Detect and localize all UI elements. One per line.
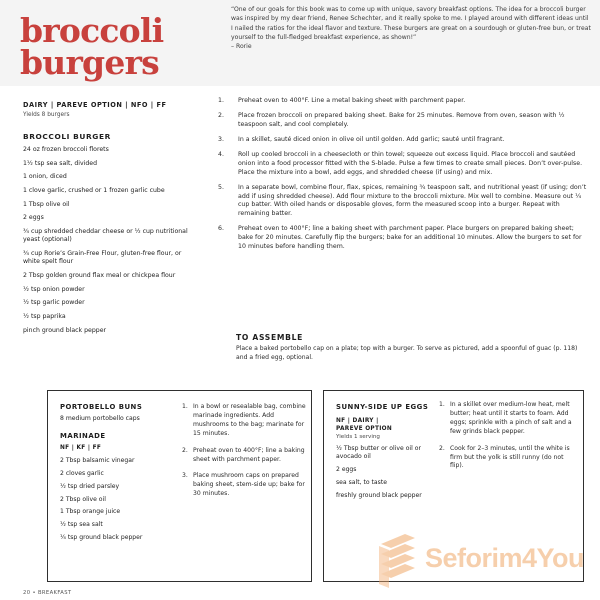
step-text: In a separate bowl, combine flour, flax, spices, remaining ¾ teaspoon salt, and nutritional yeast (if using; don’t add if using shredded cheese). Add flour mixture to the broccoli mixture. Mix well to combine. Measure out ¼ cup batter. With oiled hands or disposable gloves, form the measured scoop into a burger. Repeat with remaining batter. [238, 183, 587, 218]
box-step [182, 472, 307, 499]
portobello-ingredients-column [60, 403, 182, 547]
portobello-heading: PORTOBELLO BUNS [60, 403, 143, 411]
intro-signature: – Rorie [231, 43, 252, 51]
ingredient-item: sea salt, to taste [336, 478, 387, 486]
step-text: In a skillet, sauté diced onion in olive oil until golden. Add garlic; sauté until fragrant. [238, 135, 505, 143]
step-text: Preheat oven to 400°F; line a baking sheet with parchment paper. [193, 446, 305, 463]
ingredient-item: 2 eggs [336, 466, 357, 473]
step-text: Roll up cooled broccoli in a cheesecloth or thin towel; squeeze out excess liquid. Place broccoli and sautéed onion into a food processor fitted with the S-blade. Pulse a few times to create small pieces. Don’t over-pulse. Place the mixture into a bowl, add eggs, and shredded cheese (if using) and mix. [238, 151, 583, 176]
box-step [182, 447, 307, 465]
ingredient-item: ½ tsp paprika [23, 313, 66, 321]
step-number: 6. [218, 225, 224, 233]
ingredient-item: 1 Tbsp olive oil [23, 200, 70, 208]
ingredient-item: 2 cloves garlic [60, 470, 104, 477]
step-text: Place mushroom caps on prepared baking sheet, stem-side up; bake for 30 minutes. [193, 472, 305, 498]
step-text: Preheat oven to 400°F. Line a metal baking sheet with parchment paper. [238, 97, 466, 104]
step-text: In a bowl or resealable bag, combine marinade ingredients. Add mushrooms to the bag; marinate for 15 minutes. [193, 403, 306, 437]
step-text: In a skillet over medium-low heat, melt butter; heat until it starts to foam. Add eggs; sprinkle with a pinch of salt and a few grinds black pepper. [450, 401, 572, 435]
method-step [218, 97, 590, 106]
eggs-tags-line-1: NF | DAIRY | [336, 418, 379, 424]
ingredient-item: ¾ cup Rorie’s Grain-Free Flour, gluten-free flour, or white spelt flour [23, 250, 182, 266]
intro-quote [231, 5, 591, 51]
assemble-heading: TO ASSEMBLE [236, 333, 304, 342]
marinade-heading: MARINADE [60, 432, 106, 441]
portobello-steps [182, 403, 307, 507]
method-step [218, 136, 590, 145]
page-footer: 20 • BREAKFAST [23, 590, 72, 596]
method-step [218, 184, 590, 219]
ingredient-item: 2 Tbsp balsamic vinegar [60, 457, 135, 465]
method-step [218, 151, 590, 177]
recipe-yield: Yields 8 burgers [23, 112, 70, 118]
step-text: Place frozen broccoli on prepared baking sheet. Bake for 25 minutes. Remove from oven, season with ½ teaspoon salt, and cool completely. [238, 112, 565, 128]
ingredient-item: pinch ground black pepper [23, 326, 107, 334]
ingredient-item: ½ tsp onion powder [23, 285, 85, 293]
marinade-ingredients [60, 457, 182, 542]
ingredient-item: 2 eggs [23, 214, 44, 222]
diet-tags: DAIRY | PAREVE OPTION | NFO | FF [23, 101, 167, 109]
ingredient-item: 2 Tbsp golden ground flax meal or chickpea flour [23, 272, 176, 280]
step-number: 2. [182, 446, 188, 454]
step-number: 1. [218, 97, 224, 104]
ingredient-item: 1 Tbsp orange juice [60, 508, 121, 516]
eggs-ingredients-column [336, 403, 434, 504]
ingredient-item: ½ tsp garlic powder [23, 299, 85, 307]
intro-text: “One of our goals for this book was to come up with unique, savory breakfast options. The idea for a broccoli burger was inspired by my dear friend, Renee Schechter, and it really spoke to me. I played around with different ideas until I nailed the ratios for the ideal flavor and texture. These burgers are great on a sourdough or gluten-free bun, or treat yourself to the full-fledged breakfast experience, as shown!” [231, 6, 591, 41]
portobello-box [47, 390, 312, 582]
watermark-text: Seforim4You [425, 543, 585, 573]
recipe-title [20, 11, 190, 82]
ingredient-item: ½ tsp dried parsley [60, 482, 120, 490]
step-number: 1. [182, 403, 188, 410]
ingredient-item: 24 oz frozen broccoli florets [23, 146, 109, 153]
marinade-tags: NF | KF | FF [60, 445, 102, 452]
ingredient-item: 2 Tbsp olive oil [60, 495, 106, 503]
eggs-ingredients [336, 445, 434, 500]
ingredient-item: 8 medium portobello caps [60, 415, 140, 422]
ingredients-column [23, 132, 191, 341]
method-step [218, 112, 590, 130]
eggs-yield: Yields 1 serving [336, 434, 380, 440]
method-steps [218, 97, 590, 258]
ingredient-item: ¼ tsp ground black pepper [60, 533, 143, 541]
box-step [439, 401, 579, 437]
ingredient-item: ½ Tbsp butter or olive oil or avocado oil [336, 445, 421, 461]
title-line-2: burgers [20, 43, 159, 82]
ingredient-item: ½ tsp sea salt [60, 521, 103, 529]
burger-ingredients [23, 146, 191, 335]
step-text: Preheat oven to 400°F; line a baking sheet with parchment paper. Place burgers on prepared baking sheet; bake for 20 minutes. Carefully flip the burgers; bake for an additional 10 minutes. Allow the burgers to set for 10 minutes before handling them. [238, 225, 582, 250]
watermark [375, 530, 590, 592]
step-number: 3. [182, 472, 188, 480]
eggs-heading: SUNNY-SIDE UP EGGS [336, 403, 429, 411]
step-number: 1. [439, 401, 445, 408]
ingredient-item: 1½ tsp sea salt, divided [23, 159, 98, 167]
title-line-1: broccoli [20, 11, 164, 50]
burger-heading: BROCCOLI BURGER [23, 132, 111, 141]
step-number: 4. [218, 151, 224, 159]
method-step [218, 225, 590, 251]
ingredient-item: 1 onion, diced [23, 173, 67, 181]
eggs-steps [439, 401, 579, 479]
step-number: 2. [439, 444, 445, 452]
ingredient-item: 1 clove garlic, crushed or 1 frozen garlic cube [23, 187, 165, 195]
ingredient-item: freshly ground black pepper [336, 491, 422, 499]
step-number: 5. [218, 183, 224, 191]
portobello-ingredients [60, 415, 182, 423]
box-step [439, 445, 579, 472]
box-step [182, 403, 307, 439]
step-text: Cook for 2–3 minutes, until the white is firm but the yolk is still runny (do not flip). [450, 444, 570, 470]
assemble-text: Place a baked portobello cap on a plate; top with a burger. To serve as pictured, add a spoonful of guac (p. 118) and a fried egg, optional. [236, 345, 578, 361]
step-number: 3. [218, 135, 224, 143]
ingredient-item: ¾ cup shredded cheddar cheese or ½ cup nutritional yeast (optional) [23, 228, 188, 244]
step-number: 2. [218, 112, 224, 120]
eggs-tags-line-2: PAREVE OPTION [336, 426, 393, 432]
